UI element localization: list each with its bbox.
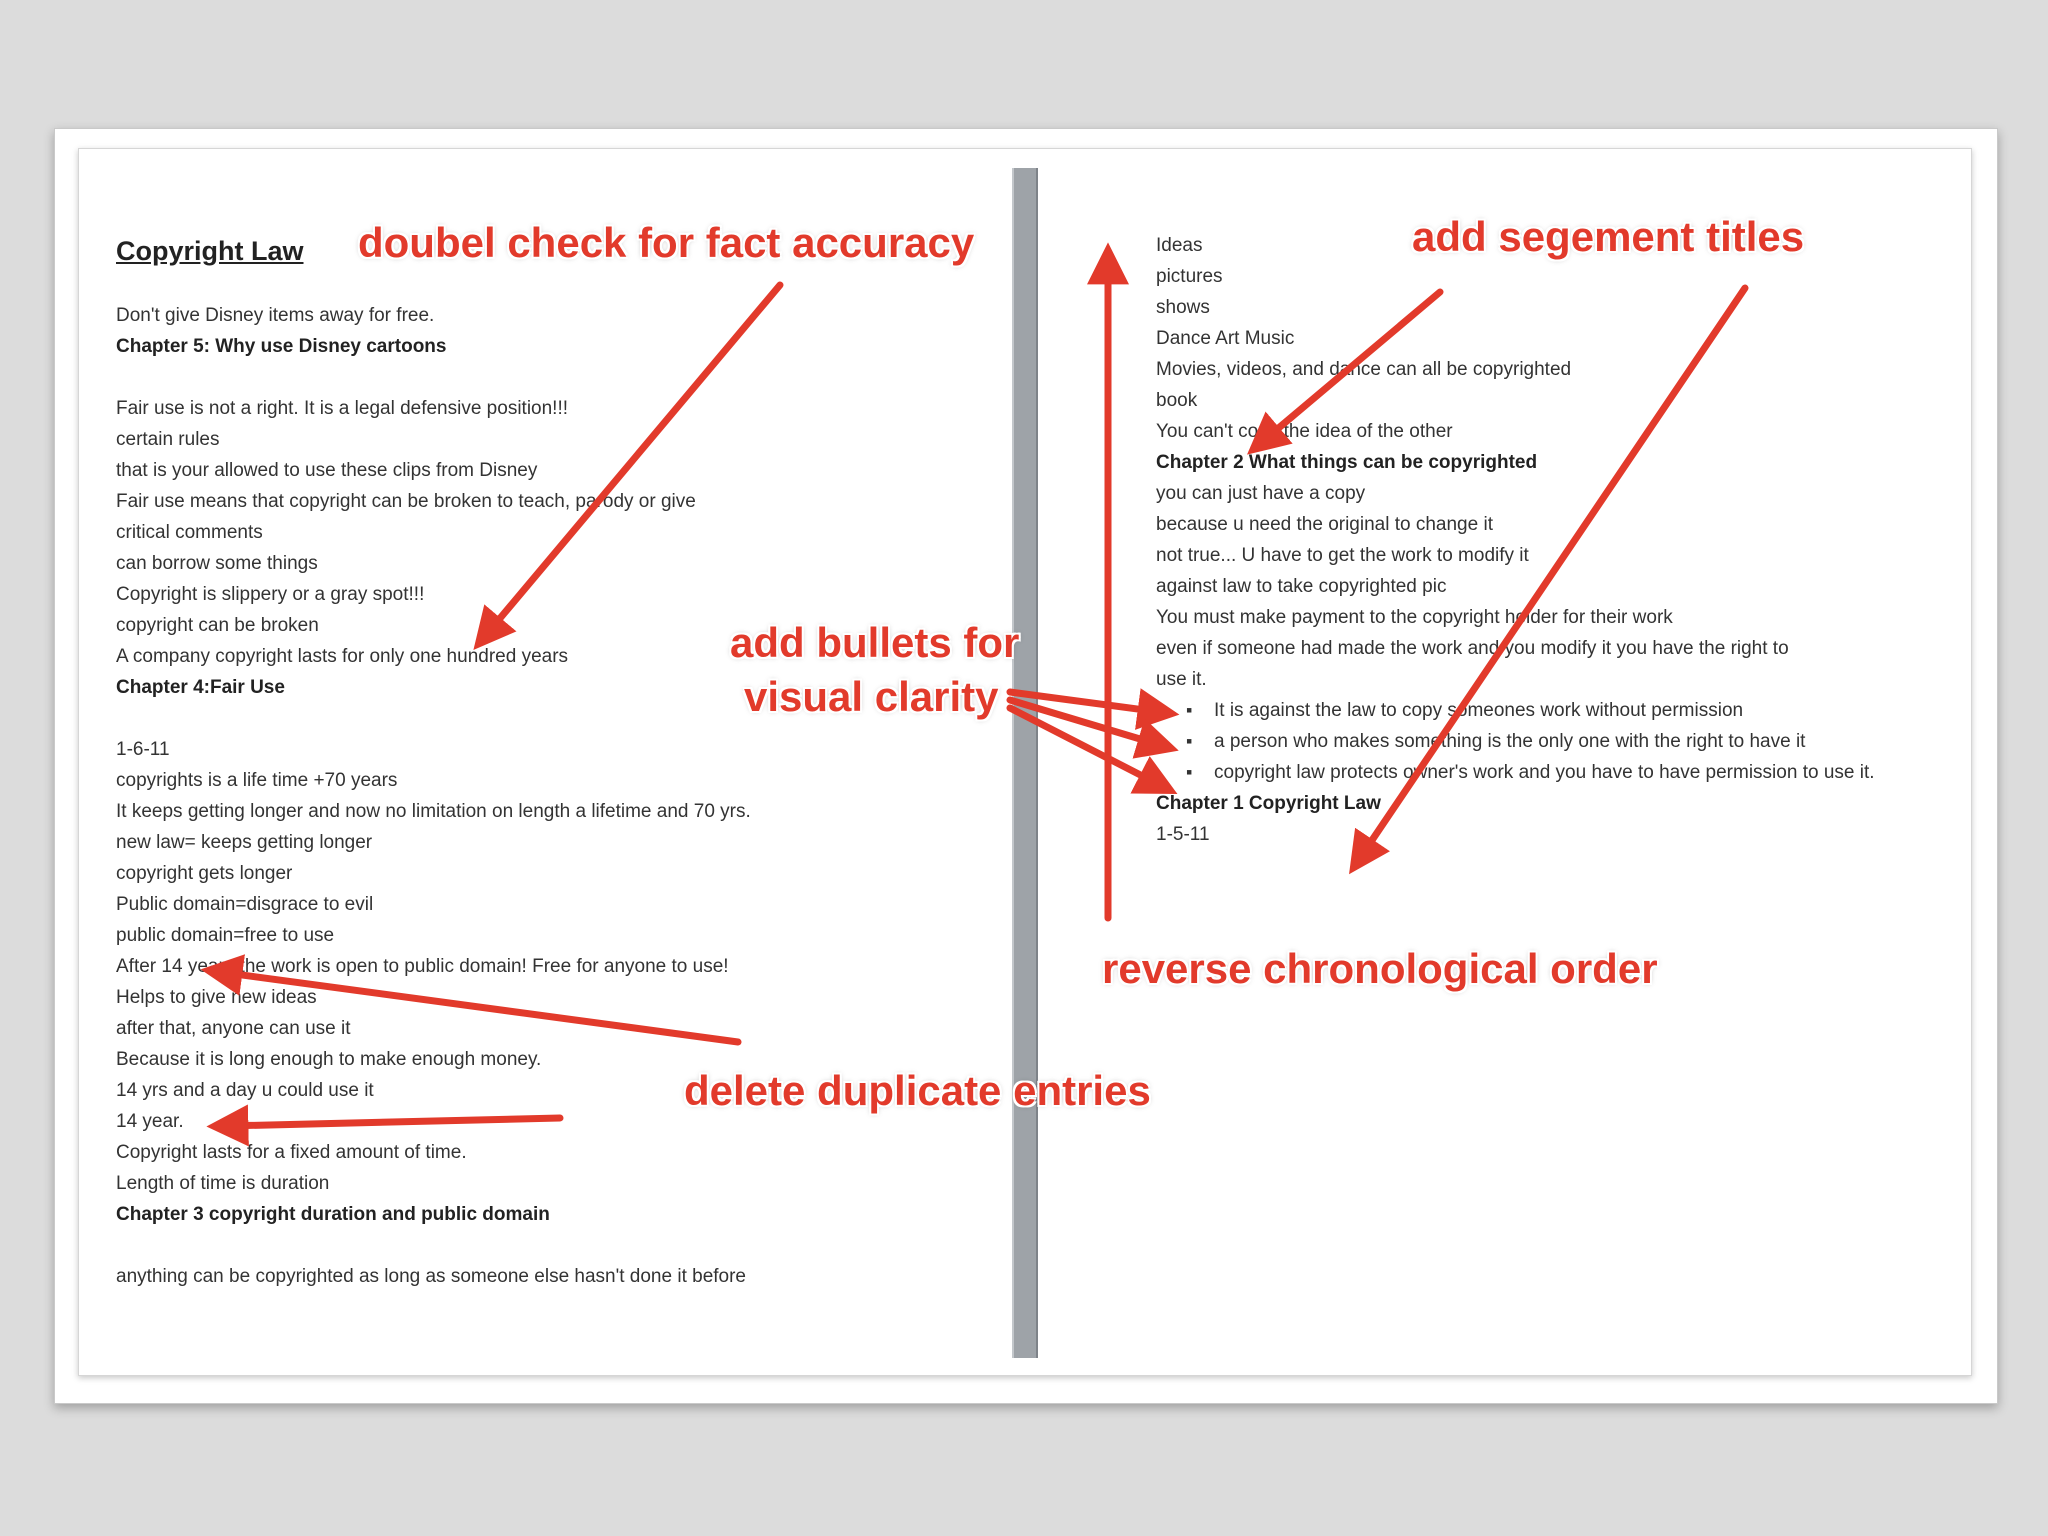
note-line: Copyright is slippery or a gray spot!!! (116, 584, 425, 605)
note-line: because u need the original to change it (1156, 514, 1493, 535)
note-line: against law to take copyrighted pic (1156, 576, 1447, 597)
chapter-heading: Chapter 4:Fair Use (116, 677, 285, 698)
note-line: Length of time is duration (116, 1173, 330, 1194)
note-line: 1-6-11 (116, 739, 170, 760)
note-line: public domain=free to use (116, 925, 335, 946)
note-line: copyright gets longer (116, 863, 293, 884)
note-line: critical comments (116, 522, 263, 543)
note-line: Public domain=disgrace to evil (116, 894, 374, 915)
note-line: 14 yrs and a day u could use it (116, 1080, 374, 1101)
note-line: Helps to give new ideas (116, 987, 317, 1008)
note-line: not true... U have to get the work to modify it (1156, 545, 1529, 566)
note-line: use it. (1156, 669, 1207, 690)
note-line: even if someone had made the work and you modify it you have the right to (1156, 638, 1789, 659)
chapter-heading: Chapter 5: Why use Disney cartoons (116, 336, 447, 357)
note-line: pictures (1156, 266, 1223, 287)
annotation-bullets-line1: add bullets for (730, 619, 1020, 666)
annotation-segment-titles: add segement titles (1412, 213, 1805, 260)
annotation-delete-duplicates: delete duplicate entries (684, 1067, 1151, 1114)
chapter-heading: Chapter 3 copyright duration and public domain (116, 1204, 550, 1225)
note-line: You can't copy the idea of the other (1156, 421, 1453, 442)
note-line: Copyright lasts for a fixed amount of time. (116, 1142, 467, 1163)
note-line: can borrow some things (116, 553, 318, 574)
document-title: Copyright Law (116, 236, 304, 266)
note-line: certain rules (116, 429, 220, 450)
note-line: after that, anyone can use it (116, 1018, 351, 1039)
note-line: After 14 years the work is open to public domain! Free for anyone to use! (116, 956, 729, 977)
arrow-fact-check (486, 285, 780, 635)
chapter-heading: Chapter 1 Copyright Law (1156, 793, 1381, 814)
arrow-segment-titles-b (1360, 288, 1745, 858)
note-line: copyright can be broken (116, 615, 319, 636)
chapter-heading: Chapter 2 What things can be copyrighted (1156, 452, 1538, 473)
note-line: It keeps getting longer and now no limitation on length a lifetime and 70 yrs. (116, 801, 751, 822)
note-line: Because it is long enough to make enough money. (116, 1049, 542, 1070)
note-line: Don't give Disney items away for free. (116, 305, 435, 326)
note-line: Dance Art Music (1156, 328, 1295, 349)
note-line: You must make payment to the copyright holder for their work (1156, 607, 1673, 628)
note-line: you can just have a copy (1156, 483, 1366, 504)
note-line: shows (1156, 297, 1210, 318)
note-line: copyrights is a life time +70 years (116, 770, 398, 791)
bullet-item: ▪ It is against the law to copy someones work without permission (1156, 695, 2048, 726)
note-line: Ideas (1156, 235, 1203, 256)
note-line: Fair use is not a right. It is a legal defensive position!!! (116, 398, 569, 419)
note-line: 14 year. (116, 1111, 184, 1132)
bullet-item: ▪ copyright law protects owner's work and you have to have permission to use it. (1156, 757, 2048, 788)
note-line: book (1156, 390, 1198, 411)
arrow-duplicate-2 (226, 1118, 560, 1126)
note-line: new law= keeps getting longer (116, 832, 373, 853)
note-line: that is your allowed to use these clips from Disney (116, 460, 538, 481)
note-line: Fair use means that copyright can be broken to teach, parody or give (116, 491, 696, 512)
arrow-duplicate-1 (220, 972, 738, 1042)
note-line: A company copyright lasts for only one hundred years (116, 646, 569, 667)
annotation-reverse-order: reverse chronological order (1102, 945, 1658, 992)
arrow-segment-titles-a (1262, 292, 1440, 442)
note-line: anything can be copyrighted as long as someone else hasn't done it before (116, 1266, 746, 1287)
annotation-fact-check: doubel check for fact accuracy (358, 219, 975, 266)
annotation-bullets-line2: visual clarity (744, 673, 999, 720)
note-line: Movies, videos, and dance can all be copyrighted (1156, 359, 1572, 380)
note-line: 1-5-11 (1156, 824, 1210, 845)
bullet-item: ▪ a person who makes something is the only one with the right to have it (1156, 726, 2048, 757)
